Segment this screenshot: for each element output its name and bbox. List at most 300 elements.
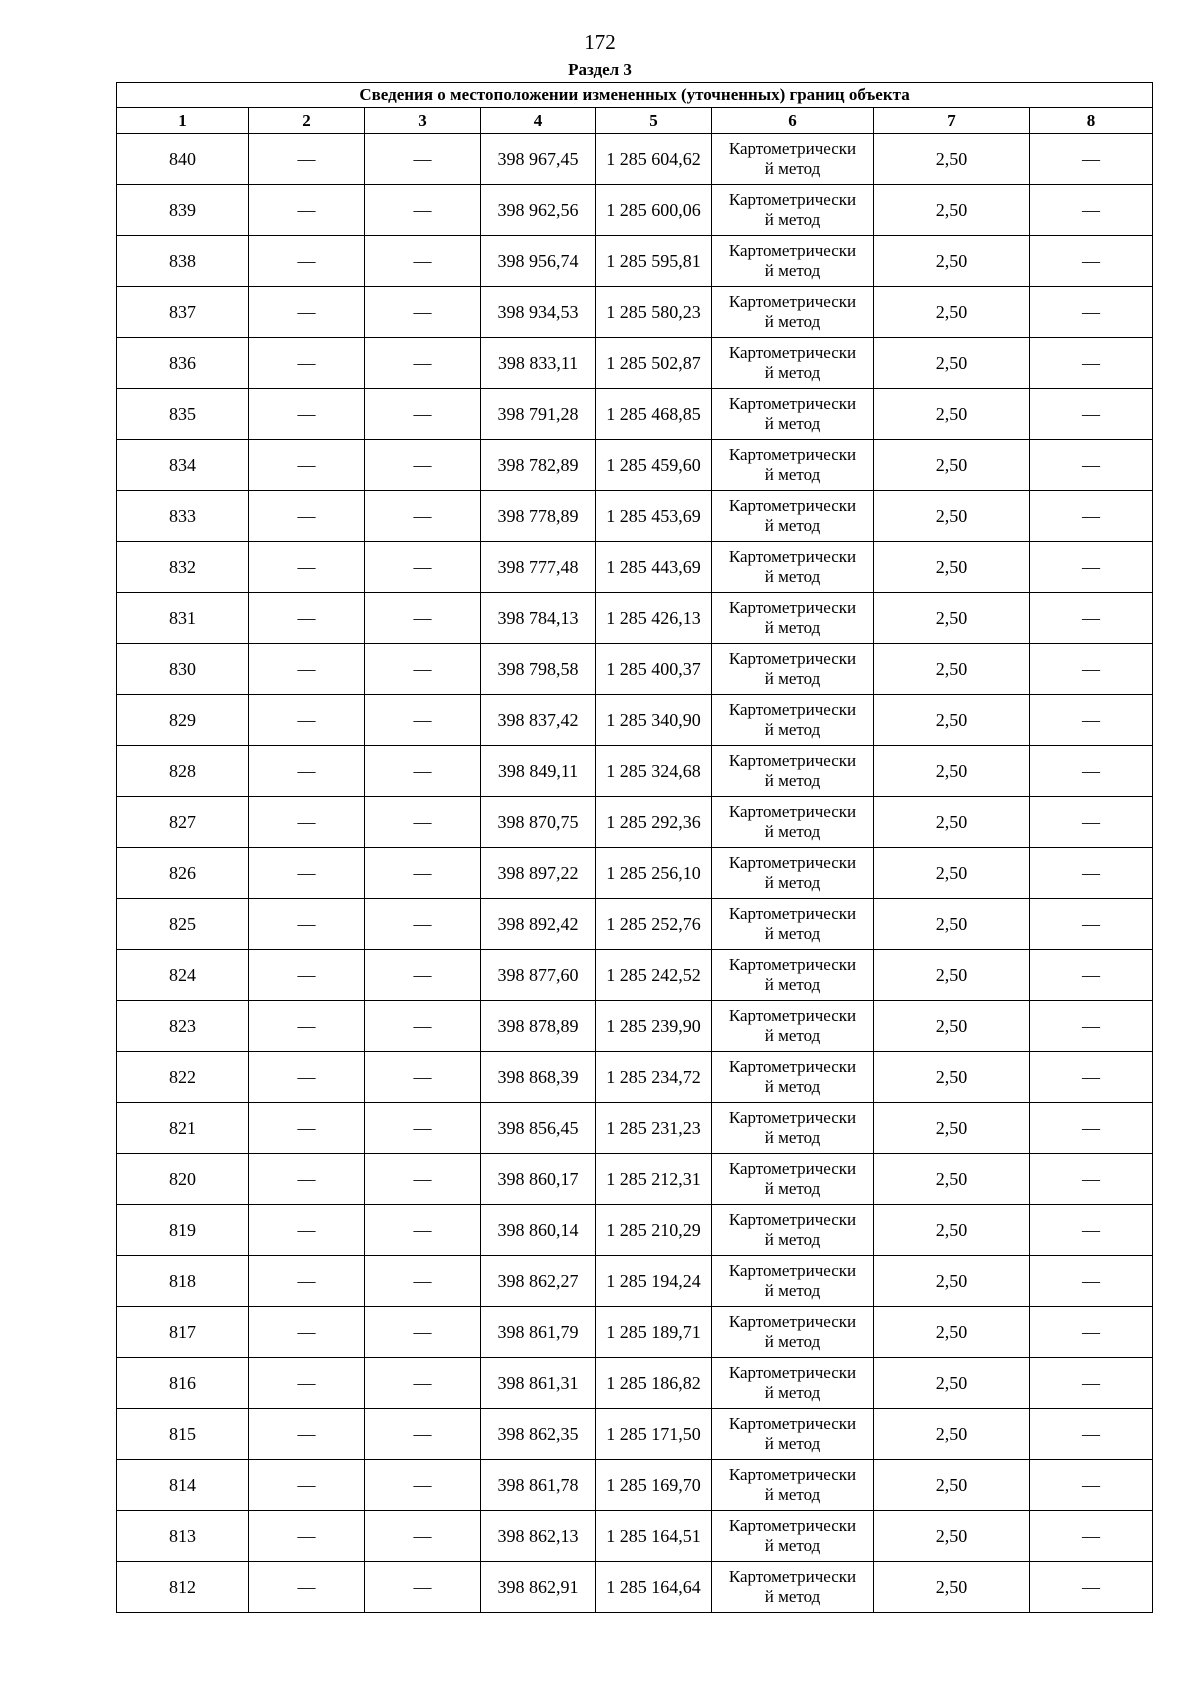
accuracy-cell: 2,50 (874, 899, 1030, 950)
empty-dash-cell: — (365, 797, 481, 848)
coordinate-x-cell: 398 791,28 (481, 389, 596, 440)
method-line: й метод (764, 1077, 821, 1096)
coordinate-y-cell: 1 285 426,13 (596, 593, 712, 644)
accuracy-cell: 2,50 (874, 491, 1030, 542)
empty-dash-cell: — (1030, 1052, 1153, 1103)
method-line: й метод (764, 1128, 821, 1147)
accuracy-cell: 2,50 (874, 440, 1030, 491)
coordinate-y-cell: 1 285 324,68 (596, 746, 712, 797)
empty-dash-cell: — (365, 440, 481, 491)
method-line: й метод (764, 822, 821, 841)
empty-dash-cell: — (249, 185, 365, 236)
point-number-cell: 824 (117, 950, 249, 1001)
table-row (117, 491, 1153, 542)
method-line: Картометрически (728, 853, 857, 872)
method-cell (712, 542, 874, 593)
table-row (117, 848, 1153, 899)
method-cell (712, 695, 874, 746)
coordinate-x-cell: 398 897,22 (481, 848, 596, 899)
coordinate-y-cell: 1 285 189,71 (596, 1307, 712, 1358)
table-row (117, 1409, 1153, 1460)
accuracy-cell: 2,50 (874, 185, 1030, 236)
coordinate-y-cell: 1 285 212,31 (596, 1154, 712, 1205)
empty-dash-cell: — (365, 491, 481, 542)
point-number-cell: 829 (117, 695, 249, 746)
column-number: 1 (117, 108, 249, 134)
column-number: 6 (712, 108, 874, 134)
coordinate-y-cell: 1 285 164,51 (596, 1511, 712, 1562)
point-number-cell: 831 (117, 593, 249, 644)
table-row (117, 746, 1153, 797)
point-number-cell: 839 (117, 185, 249, 236)
point-number-cell: 821 (117, 1103, 249, 1154)
empty-dash-cell: — (249, 746, 365, 797)
empty-dash-cell: — (249, 1205, 365, 1256)
empty-dash-cell: — (1030, 185, 1153, 236)
table-body (117, 134, 1153, 1613)
empty-dash-cell: — (365, 848, 481, 899)
boundary-coordinates-table (116, 82, 1153, 1613)
coordinate-x-cell: 398 777,48 (481, 542, 596, 593)
empty-dash-cell: — (249, 389, 365, 440)
method-line: Картометрически (728, 751, 857, 770)
table-caption: Сведения о местоположении измененных (уточненных) границ объекта (117, 83, 1153, 108)
coordinate-y-cell: 1 285 239,90 (596, 1001, 712, 1052)
method-line: й метод (764, 1383, 821, 1402)
method-line: Картометрически (728, 1465, 857, 1484)
coordinate-y-cell: 1 285 468,85 (596, 389, 712, 440)
method-cell (712, 1307, 874, 1358)
coordinate-x-cell: 398 833,11 (481, 338, 596, 389)
empty-dash-cell: — (365, 1358, 481, 1409)
empty-dash-cell: — (365, 134, 481, 185)
empty-dash-cell: — (249, 1562, 365, 1613)
coordinate-y-cell: 1 285 169,70 (596, 1460, 712, 1511)
method-cell (712, 287, 874, 338)
method-line: Картометрически (728, 904, 857, 923)
table-row (117, 287, 1153, 338)
method-cell (712, 950, 874, 1001)
table-row (117, 1460, 1153, 1511)
table-row (117, 134, 1153, 185)
empty-dash-cell: — (365, 1256, 481, 1307)
point-number-cell: 820 (117, 1154, 249, 1205)
table-row (117, 644, 1153, 695)
point-number-cell: 833 (117, 491, 249, 542)
empty-dash-cell: — (365, 1511, 481, 1562)
empty-dash-cell: — (249, 1409, 365, 1460)
accuracy-cell: 2,50 (874, 950, 1030, 1001)
method-line: Картометрически (728, 190, 857, 209)
empty-dash-cell: — (1030, 797, 1153, 848)
method-cell (712, 1001, 874, 1052)
coordinate-x-cell: 398 784,13 (481, 593, 596, 644)
coordinate-x-cell: 398 862,91 (481, 1562, 596, 1613)
coordinate-y-cell: 1 285 252,76 (596, 899, 712, 950)
method-cell (712, 1154, 874, 1205)
coordinate-y-cell: 1 285 604,62 (596, 134, 712, 185)
point-number-cell: 825 (117, 899, 249, 950)
method-line: й метод (764, 771, 821, 790)
accuracy-cell: 2,50 (874, 542, 1030, 593)
empty-dash-cell: — (249, 542, 365, 593)
empty-dash-cell: — (365, 287, 481, 338)
accuracy-cell: 2,50 (874, 338, 1030, 389)
table-row (117, 185, 1153, 236)
method-line: Картометрически (728, 139, 857, 158)
method-cell (712, 1511, 874, 1562)
empty-dash-cell: — (249, 1001, 365, 1052)
table-row (117, 1256, 1153, 1307)
method-line: й метод (764, 618, 821, 637)
empty-dash-cell: — (365, 1409, 481, 1460)
empty-dash-cell: — (1030, 236, 1153, 287)
empty-dash-cell: — (1030, 1256, 1153, 1307)
method-line: й метод (764, 1026, 821, 1045)
coordinate-y-cell: 1 285 459,60 (596, 440, 712, 491)
point-number-cell: 840 (117, 134, 249, 185)
coordinate-x-cell: 398 870,75 (481, 797, 596, 848)
method-cell (712, 746, 874, 797)
column-number: 7 (874, 108, 1030, 134)
table-row (117, 1205, 1153, 1256)
method-line: й метод (764, 1230, 821, 1249)
table-row (117, 440, 1153, 491)
empty-dash-cell: — (1030, 1103, 1153, 1154)
method-line: Картометрически (728, 292, 857, 311)
method-line: й метод (764, 1587, 821, 1606)
empty-dash-cell: — (249, 1307, 365, 1358)
coordinate-x-cell: 398 862,27 (481, 1256, 596, 1307)
coordinate-y-cell: 1 285 600,06 (596, 185, 712, 236)
accuracy-cell: 2,50 (874, 1358, 1030, 1409)
empty-dash-cell: — (249, 1256, 365, 1307)
table-row (117, 1052, 1153, 1103)
method-line: Картометрически (728, 955, 857, 974)
coordinate-x-cell: 398 878,89 (481, 1001, 596, 1052)
table-caption-row (117, 83, 1153, 108)
method-line: й метод (764, 873, 821, 892)
method-line: Картометрически (728, 700, 857, 719)
coordinate-y-cell: 1 285 256,10 (596, 848, 712, 899)
accuracy-cell: 2,50 (874, 1511, 1030, 1562)
point-number-cell: 826 (117, 848, 249, 899)
method-cell (712, 338, 874, 389)
coordinate-y-cell: 1 285 164,64 (596, 1562, 712, 1613)
accuracy-cell: 2,50 (874, 1256, 1030, 1307)
method-cell (712, 185, 874, 236)
empty-dash-cell: — (365, 1052, 481, 1103)
accuracy-cell: 2,50 (874, 389, 1030, 440)
empty-dash-cell: — (365, 1103, 481, 1154)
accuracy-cell: 2,50 (874, 695, 1030, 746)
method-cell (712, 644, 874, 695)
empty-dash-cell: — (365, 1001, 481, 1052)
method-line: й метод (764, 1281, 821, 1300)
empty-dash-cell: — (1030, 1358, 1153, 1409)
method-line: Картометрически (728, 1363, 857, 1382)
point-number-cell: 814 (117, 1460, 249, 1511)
method-cell (712, 848, 874, 899)
method-line: й метод (764, 210, 821, 229)
empty-dash-cell: — (365, 542, 481, 593)
empty-dash-cell: — (249, 1358, 365, 1409)
coordinate-x-cell: 398 861,79 (481, 1307, 596, 1358)
accuracy-cell: 2,50 (874, 1562, 1030, 1613)
accuracy-cell: 2,50 (874, 287, 1030, 338)
table-row (117, 1154, 1153, 1205)
coordinate-x-cell: 398 877,60 (481, 950, 596, 1001)
table-row (117, 899, 1153, 950)
empty-dash-cell: — (1030, 389, 1153, 440)
coordinate-x-cell: 398 868,39 (481, 1052, 596, 1103)
empty-dash-cell: — (365, 1307, 481, 1358)
coordinate-x-cell: 398 962,56 (481, 185, 596, 236)
table-row (117, 797, 1153, 848)
empty-dash-cell: — (365, 185, 481, 236)
table-row (117, 950, 1153, 1001)
method-cell (712, 236, 874, 287)
empty-dash-cell: — (249, 440, 365, 491)
method-line: Картометрически (728, 343, 857, 362)
method-cell (712, 1256, 874, 1307)
table-row (117, 236, 1153, 287)
empty-dash-cell: — (249, 1460, 365, 1511)
coordinate-y-cell: 1 285 400,37 (596, 644, 712, 695)
empty-dash-cell: — (365, 899, 481, 950)
method-line: й метод (764, 1485, 821, 1504)
table-row (117, 389, 1153, 440)
method-line: Картометрически (728, 496, 857, 515)
accuracy-cell: 2,50 (874, 1205, 1030, 1256)
method-line: й метод (764, 669, 821, 688)
accuracy-cell: 2,50 (874, 236, 1030, 287)
table-row (117, 1562, 1153, 1613)
accuracy-cell: 2,50 (874, 1052, 1030, 1103)
empty-dash-cell: — (365, 1460, 481, 1511)
method-line: Картометрически (728, 445, 857, 464)
coordinate-y-cell: 1 285 443,69 (596, 542, 712, 593)
coordinate-y-cell: 1 285 580,23 (596, 287, 712, 338)
method-cell (712, 899, 874, 950)
coordinate-y-cell: 1 285 340,90 (596, 695, 712, 746)
method-cell (712, 1103, 874, 1154)
point-number-cell: 838 (117, 236, 249, 287)
empty-dash-cell: — (249, 1052, 365, 1103)
method-cell (712, 1409, 874, 1460)
method-cell (712, 440, 874, 491)
method-line: й метод (764, 516, 821, 535)
coordinate-y-cell: 1 285 171,50 (596, 1409, 712, 1460)
empty-dash-cell: — (249, 797, 365, 848)
accuracy-cell: 2,50 (874, 746, 1030, 797)
coordinate-x-cell: 398 862,35 (481, 1409, 596, 1460)
empty-dash-cell: — (365, 950, 481, 1001)
coordinate-y-cell: 1 285 186,82 (596, 1358, 712, 1409)
empty-dash-cell: — (1030, 848, 1153, 899)
empty-dash-cell: — (1030, 1205, 1153, 1256)
point-number-cell: 822 (117, 1052, 249, 1103)
page-number: 172 (584, 30, 616, 54)
coordinate-x-cell: 398 856,45 (481, 1103, 596, 1154)
method-line: Картометрически (728, 1159, 857, 1178)
accuracy-cell: 2,50 (874, 644, 1030, 695)
empty-dash-cell: — (1030, 542, 1153, 593)
point-number-cell: 812 (117, 1562, 249, 1613)
empty-dash-cell: — (1030, 1562, 1153, 1613)
empty-dash-cell: — (1030, 338, 1153, 389)
method-line: Картометрически (728, 598, 857, 617)
method-line: Картометрически (728, 1312, 857, 1331)
coordinate-y-cell: 1 285 194,24 (596, 1256, 712, 1307)
point-number-cell: 819 (117, 1205, 249, 1256)
accuracy-cell: 2,50 (874, 797, 1030, 848)
empty-dash-cell: — (249, 1103, 365, 1154)
method-cell (712, 1052, 874, 1103)
method-line: й метод (764, 312, 821, 331)
point-number-cell: 828 (117, 746, 249, 797)
column-number: 8 (1030, 108, 1153, 134)
method-line: й метод (764, 1332, 821, 1351)
table-row (117, 1358, 1153, 1409)
table-row (117, 1511, 1153, 1562)
empty-dash-cell: — (1030, 644, 1153, 695)
method-line: й метод (764, 363, 821, 382)
empty-dash-cell: — (249, 593, 365, 644)
method-line: Картометрически (728, 1414, 857, 1433)
table-row (117, 1001, 1153, 1052)
empty-dash-cell: — (1030, 746, 1153, 797)
method-line: Картометрически (728, 394, 857, 413)
method-line: Картометрически (728, 1057, 857, 1076)
method-cell (712, 1460, 874, 1511)
coordinate-y-cell: 1 285 242,52 (596, 950, 712, 1001)
empty-dash-cell: — (249, 491, 365, 542)
method-line: й метод (764, 1179, 821, 1198)
coordinate-x-cell: 398 934,53 (481, 287, 596, 338)
table-row (117, 695, 1153, 746)
point-number-cell: 835 (117, 389, 249, 440)
empty-dash-cell: — (365, 746, 481, 797)
empty-dash-cell: — (249, 338, 365, 389)
table-row (117, 1307, 1153, 1358)
method-line: Картометрически (728, 1567, 857, 1586)
empty-dash-cell: — (1030, 950, 1153, 1001)
empty-dash-cell: — (249, 236, 365, 287)
point-number-cell: 818 (117, 1256, 249, 1307)
coordinate-x-cell: 398 837,42 (481, 695, 596, 746)
method-cell (712, 1205, 874, 1256)
empty-dash-cell: — (249, 899, 365, 950)
method-line: й метод (764, 414, 821, 433)
empty-dash-cell: — (365, 1154, 481, 1205)
empty-dash-cell: — (1030, 440, 1153, 491)
coordinate-x-cell: 398 861,78 (481, 1460, 596, 1511)
coordinate-y-cell: 1 285 234,72 (596, 1052, 712, 1103)
point-number-cell: 832 (117, 542, 249, 593)
point-number-cell: 815 (117, 1409, 249, 1460)
empty-dash-cell: — (365, 593, 481, 644)
method-line: й метод (764, 567, 821, 586)
method-line: й метод (764, 159, 821, 178)
coordinate-y-cell: 1 285 231,23 (596, 1103, 712, 1154)
method-line: Картометрически (728, 802, 857, 821)
coordinate-x-cell: 398 862,13 (481, 1511, 596, 1562)
method-cell (712, 389, 874, 440)
method-line: й метод (764, 1434, 821, 1453)
empty-dash-cell: — (1030, 491, 1153, 542)
coordinate-x-cell: 398 956,74 (481, 236, 596, 287)
accuracy-cell: 2,50 (874, 848, 1030, 899)
empty-dash-cell: — (1030, 1511, 1153, 1562)
method-line: Картометрически (728, 1261, 857, 1280)
column-number-row (117, 108, 1153, 134)
coordinate-x-cell: 398 778,89 (481, 491, 596, 542)
column-number: 2 (249, 108, 365, 134)
table-row (117, 1103, 1153, 1154)
method-line: й метод (764, 465, 821, 484)
method-line: й метод (764, 924, 821, 943)
accuracy-cell: 2,50 (874, 1409, 1030, 1460)
empty-dash-cell: — (365, 389, 481, 440)
empty-dash-cell: — (249, 134, 365, 185)
method-cell (712, 1562, 874, 1613)
accuracy-cell: 2,50 (874, 1307, 1030, 1358)
accuracy-cell: 2,50 (874, 1154, 1030, 1205)
empty-dash-cell: — (249, 1511, 365, 1562)
coordinate-x-cell: 398 861,31 (481, 1358, 596, 1409)
empty-dash-cell: — (1030, 134, 1153, 185)
coordinate-x-cell: 398 892,42 (481, 899, 596, 950)
empty-dash-cell: — (365, 236, 481, 287)
accuracy-cell: 2,50 (874, 1460, 1030, 1511)
coordinate-x-cell: 398 860,17 (481, 1154, 596, 1205)
empty-dash-cell: — (1030, 1409, 1153, 1460)
column-number: 3 (365, 108, 481, 134)
method-line: й метод (764, 975, 821, 994)
accuracy-cell: 2,50 (874, 134, 1030, 185)
coordinate-x-cell: 398 860,14 (481, 1205, 596, 1256)
column-number: 4 (481, 108, 596, 134)
point-number-cell: 816 (117, 1358, 249, 1409)
table-row (117, 542, 1153, 593)
point-number-cell: 817 (117, 1307, 249, 1358)
coordinate-y-cell: 1 285 292,36 (596, 797, 712, 848)
empty-dash-cell: — (249, 644, 365, 695)
method-cell (712, 1358, 874, 1409)
point-number-cell: 823 (117, 1001, 249, 1052)
coordinate-x-cell: 398 849,11 (481, 746, 596, 797)
empty-dash-cell: — (365, 695, 481, 746)
method-cell (712, 491, 874, 542)
accuracy-cell: 2,50 (874, 593, 1030, 644)
method-line: й метод (764, 1536, 821, 1555)
method-line: Картометрически (728, 1108, 857, 1127)
empty-dash-cell: — (1030, 1307, 1153, 1358)
empty-dash-cell: — (249, 1154, 365, 1205)
method-line: й метод (764, 261, 821, 280)
empty-dash-cell: — (1030, 1460, 1153, 1511)
empty-dash-cell: — (249, 287, 365, 338)
method-line: й метод (764, 720, 821, 739)
empty-dash-cell: — (1030, 1154, 1153, 1205)
empty-dash-cell: — (1030, 899, 1153, 950)
coordinate-y-cell: 1 285 502,87 (596, 338, 712, 389)
method-line: Картометрически (728, 1516, 857, 1535)
empty-dash-cell: — (1030, 287, 1153, 338)
method-cell (712, 593, 874, 644)
accuracy-cell: 2,50 (874, 1103, 1030, 1154)
